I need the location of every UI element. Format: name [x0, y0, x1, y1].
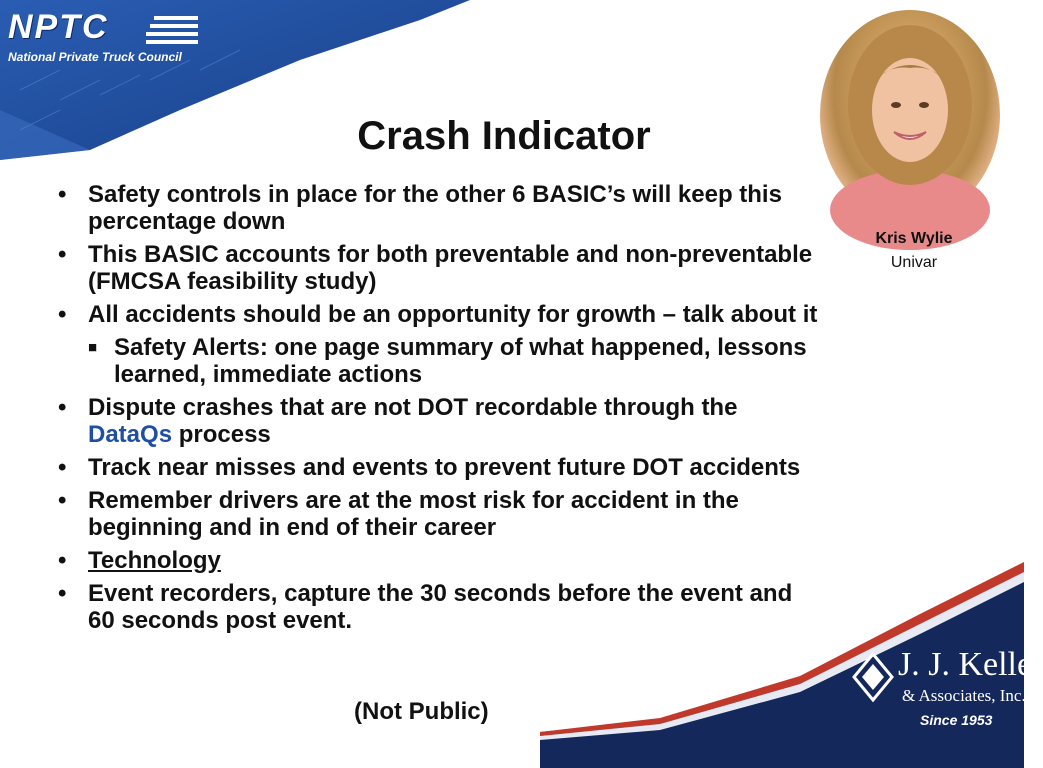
- square-bullet-icon: ■: [88, 339, 98, 356]
- bullet-item: [58, 241, 818, 295]
- jjk-since: Since 1953: [920, 712, 993, 728]
- bullet-dot-icon: •: [58, 181, 67, 208]
- nptc-subtitle: National Private Truck Council: [8, 50, 182, 64]
- jjk-diamond-icon: [852, 652, 894, 702]
- bullet-item: [58, 454, 818, 481]
- nptc-letters: NPTC: [8, 8, 109, 46]
- bullet-dot-icon: •: [58, 241, 67, 268]
- bullet-item: [58, 487, 818, 541]
- jjk-name: J. J. Keller: [898, 646, 1043, 683]
- nptc-logo: [4, 6, 204, 66]
- bullet-dot-icon: •: [58, 547, 67, 574]
- bullet-text: Remember drivers are at the most risk for accident in the beginning and in end of their career: [88, 487, 739, 541]
- bullet-item: [58, 181, 818, 235]
- bullet-text: Safety controls in place for the other 6 BASIC’s will keep this percentage down: [88, 181, 782, 235]
- bullet-dot-icon: •: [58, 394, 67, 421]
- technology-link[interactable]: Technology: [88, 547, 221, 574]
- bullet-text-before: Dispute crashes that are not DOT recordable through the: [88, 394, 738, 421]
- speaker-photo: [820, 10, 1000, 220]
- jjk-assoc: & Associates, Inc.: [902, 686, 1026, 705]
- bullet-text: Safety Alerts: one page summary of what happened, lessons learned, immediate actions: [114, 334, 807, 388]
- speaker-company: Univar: [890, 254, 938, 271]
- sub-bullet-item: [58, 334, 818, 388]
- speaker-name: Kris Wylie: [875, 230, 953, 247]
- bullet-dot-icon: •: [58, 580, 67, 607]
- slide-title: Crash Indicator: [357, 114, 651, 158]
- bullet-item: [58, 301, 818, 328]
- bullet-text: This BASIC accounts for both preventable and non-preventable (FMCSA feasibility study): [88, 241, 813, 295]
- bullet-dot-icon: •: [58, 301, 67, 328]
- truck-stripes-icon: [146, 14, 202, 46]
- jjkeller-logo: [846, 646, 1043, 736]
- bullet-text: Track near misses and events to prevent future DOT accidents: [88, 454, 801, 481]
- bullet-text: All accidents should be an opportunity for growth – talk about it: [88, 301, 818, 328]
- bullet-text-after: process: [172, 421, 271, 448]
- bullet-dot-icon: •: [58, 487, 67, 514]
- bullet-dot-icon: •: [58, 454, 67, 481]
- portrait-illustration: [820, 10, 1000, 220]
- bullet-item: [58, 394, 818, 448]
- dataqs-link[interactable]: DataQs: [88, 421, 173, 448]
- bullet-text: Event recorders, capture the 30 seconds before the event and 60 seconds post event.: [88, 580, 793, 634]
- not-public-note: (Not Public): [354, 698, 489, 725]
